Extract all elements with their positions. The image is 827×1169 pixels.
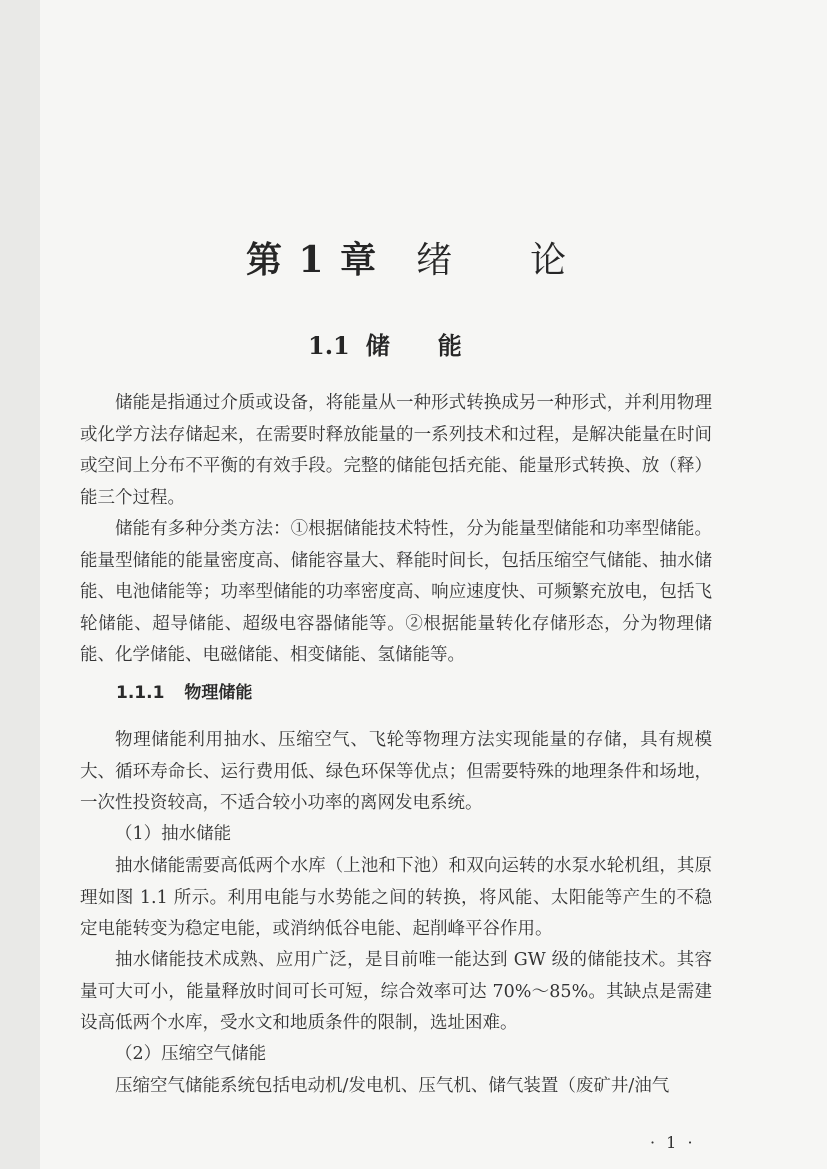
intro-paragraph-2: 储能有多种分类方法：①根据储能技术特性，分为能量型储能和功率型储能。能量型储能的能量密度高、储能容量大、释能时间长，包括压缩空气储能、抽水储能、电池储能等；功率型储能的功率密度高、响应速度快、可频繁充放电，包括飞轮储能、超导储能、超级电容器储能等。②根据能量转化存储形态，分为物理储能、化学储能、电磁储能、相变储能、氢储能等。 (80, 519, 712, 665)
section-title (308, 326, 462, 361)
pumped-storage-paragraph-2: 抽水储能技术成熟、应用广泛，是目前唯一能达到 GW 级的储能技术。其容量可大可小，能量释放时间可长可短，综合效率可达 70%～85%。其缺点是需建设高低两个水库，受水文和地质条件的限制，选址困难。 (80, 950, 712, 1033)
chapter-number: 第 1 章 (246, 239, 379, 281)
pumped-storage-heading: （1）抽水储能 (115, 824, 232, 844)
intro-paragraph-1: 储能是指通过介质或设备，将能量从一种形式转换成另一种形式，并利用物理或化学方法存储起来，在需要时释放能量的一系列技术和过程，是解决能量在时间或空间上分布不平衡的有效手段。完整的储能包括充能、能量形式转换、放（释）能三个过程。 (80, 393, 712, 508)
subsection-heading (116, 678, 252, 703)
section-number: 1.1 (308, 331, 350, 360)
subsection-number: 1.1.1 (116, 683, 165, 703)
subsection-name: 物理储能 (184, 683, 253, 703)
compressed-air-paragraph: 压缩空气储能系统包括电动机/发电机、压气机、储气装置（废矿井/油气 (115, 1076, 670, 1096)
pumped-storage-paragraph-1: 抽水储能需要高低两个水库（上池和下池）和双向运转的水泵水轮机组，其原理如图 1.1 所示。利用电能与水势能之间的转换，将风能、太阳能等产生的不稳定电能转变为稳定电能，或消纳低谷电能、起削峰平谷作用。 (80, 856, 712, 939)
compressed-air-heading: （2）压缩空气储能 (115, 1044, 267, 1064)
chapter-name: 绪 论 (416, 240, 569, 281)
physical-storage-paragraph: 物理储能利用抽水、压缩空气、飞轮等物理方法实现能量的存储，具有规模大、循环寿命长、运行费用低、绿色环保等优点；但需要特殊的地理条件和场地，一次性投资较高，不适合较小功率的离网发电系统。 (80, 730, 712, 813)
section-name: 储 能 (365, 331, 462, 360)
chapter-title (246, 232, 568, 283)
page-number: · 1 · (650, 1133, 696, 1152)
